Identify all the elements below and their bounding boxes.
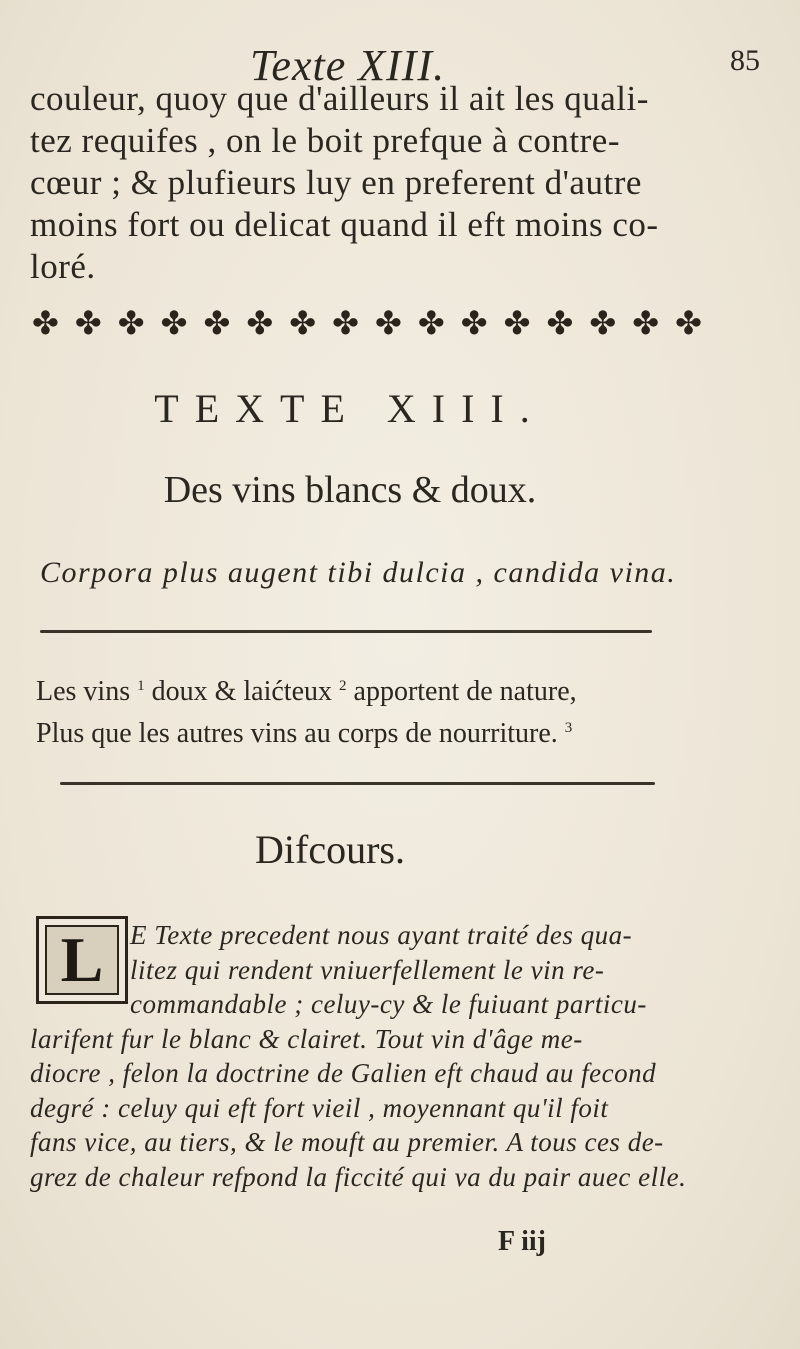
text-line: loré.: [30, 247, 96, 286]
fleuron-icon: ✤: [332, 304, 359, 342]
fleuron-icon: ✤: [417, 304, 445, 342]
text-line: degré : celuy qui eft fort vieil , moyennant qu'il foit: [30, 1092, 609, 1123]
verse-text: Les vins: [36, 676, 138, 707]
fleuron-icon: ✤: [503, 304, 531, 342]
verse-text: doux & laićteux: [144, 676, 340, 707]
fleuron-icon: ✤: [246, 304, 274, 342]
text-line: commandable ; celuy-cy & le fuiuant particu-: [130, 989, 647, 1019]
fleuron-icon: ✤: [546, 304, 574, 342]
note-marker: 1: [137, 678, 145, 694]
note-marker: 2: [339, 678, 347, 694]
french-verse: [36, 668, 676, 752]
section-heading: TEXTE XIII.: [154, 386, 546, 431]
section-subtitle: Des vins blancs & doux.: [163, 469, 537, 511]
running-title: Texte XIII.: [250, 41, 446, 90]
signature-mark: F iij: [498, 1226, 546, 1257]
fleuron-icon: ✤: [74, 304, 102, 342]
text-line: larifent fur le blanc & clairet. Tout vin d'âge me-: [30, 1023, 583, 1054]
discours-paragraph: [30, 918, 690, 1194]
fleuron-icon: ✤: [203, 304, 231, 342]
fleuron-icon: ✤: [160, 304, 188, 342]
text-line: moins fort ou delicat quand il eft moins co-: [30, 205, 659, 244]
note-marker: 3: [564, 720, 573, 736]
horizontal-rule: [60, 782, 655, 785]
text-line: diocre , felon la doctrine de Galien eft chaud au fecond: [30, 1058, 657, 1088]
text-line: litez qui rendent vniuerfellement le vin re-: [130, 954, 605, 985]
horizontal-rule: [40, 630, 652, 633]
text-line: fans vice, au tiers, & le mouft au premier. A tous ces de-: [30, 1127, 664, 1157]
fleuron-ornament-band: [32, 298, 702, 348]
decorated-initial: L: [36, 916, 128, 1004]
fleuron-icon: ✤: [117, 304, 145, 342]
fleuron-icon: ✤: [632, 304, 660, 342]
verse-text: Plus que les autres vins au corps de nourriture.: [36, 718, 565, 749]
fleuron-icon: ✤: [460, 304, 488, 342]
fleuron-icon: ✤: [32, 304, 59, 342]
continued-paragraph: [30, 78, 690, 288]
verse-line: [36, 668, 676, 710]
text-line: E Texte precedent nous ayant traité des qua-: [130, 920, 633, 950]
text-line: couleur, quoy que d'ailleurs il ait les quali-: [30, 79, 649, 118]
fleuron-icon: ✤: [675, 304, 702, 342]
fleuron-icon: ✤: [289, 304, 317, 342]
text-line: cœur ; & plufieurs luy en preferent d'autre: [30, 163, 642, 202]
page-number: 85: [730, 44, 760, 77]
text-line: tez requifes , on le boit prefque à contre-: [30, 121, 620, 160]
verse-line: [36, 710, 676, 752]
fleuron-icon: ✤: [375, 304, 402, 342]
latin-verse: Corpora plus augent tibi dulcia , candida vina.: [40, 556, 677, 589]
fleuron-icon: ✤: [589, 304, 617, 342]
text-line: grez de chaleur refpond la ficcité qui va du pair auec elle.: [30, 1161, 687, 1192]
verse-text: apportent de nature,: [346, 676, 577, 707]
discours-heading: Difcours.: [255, 827, 405, 872]
